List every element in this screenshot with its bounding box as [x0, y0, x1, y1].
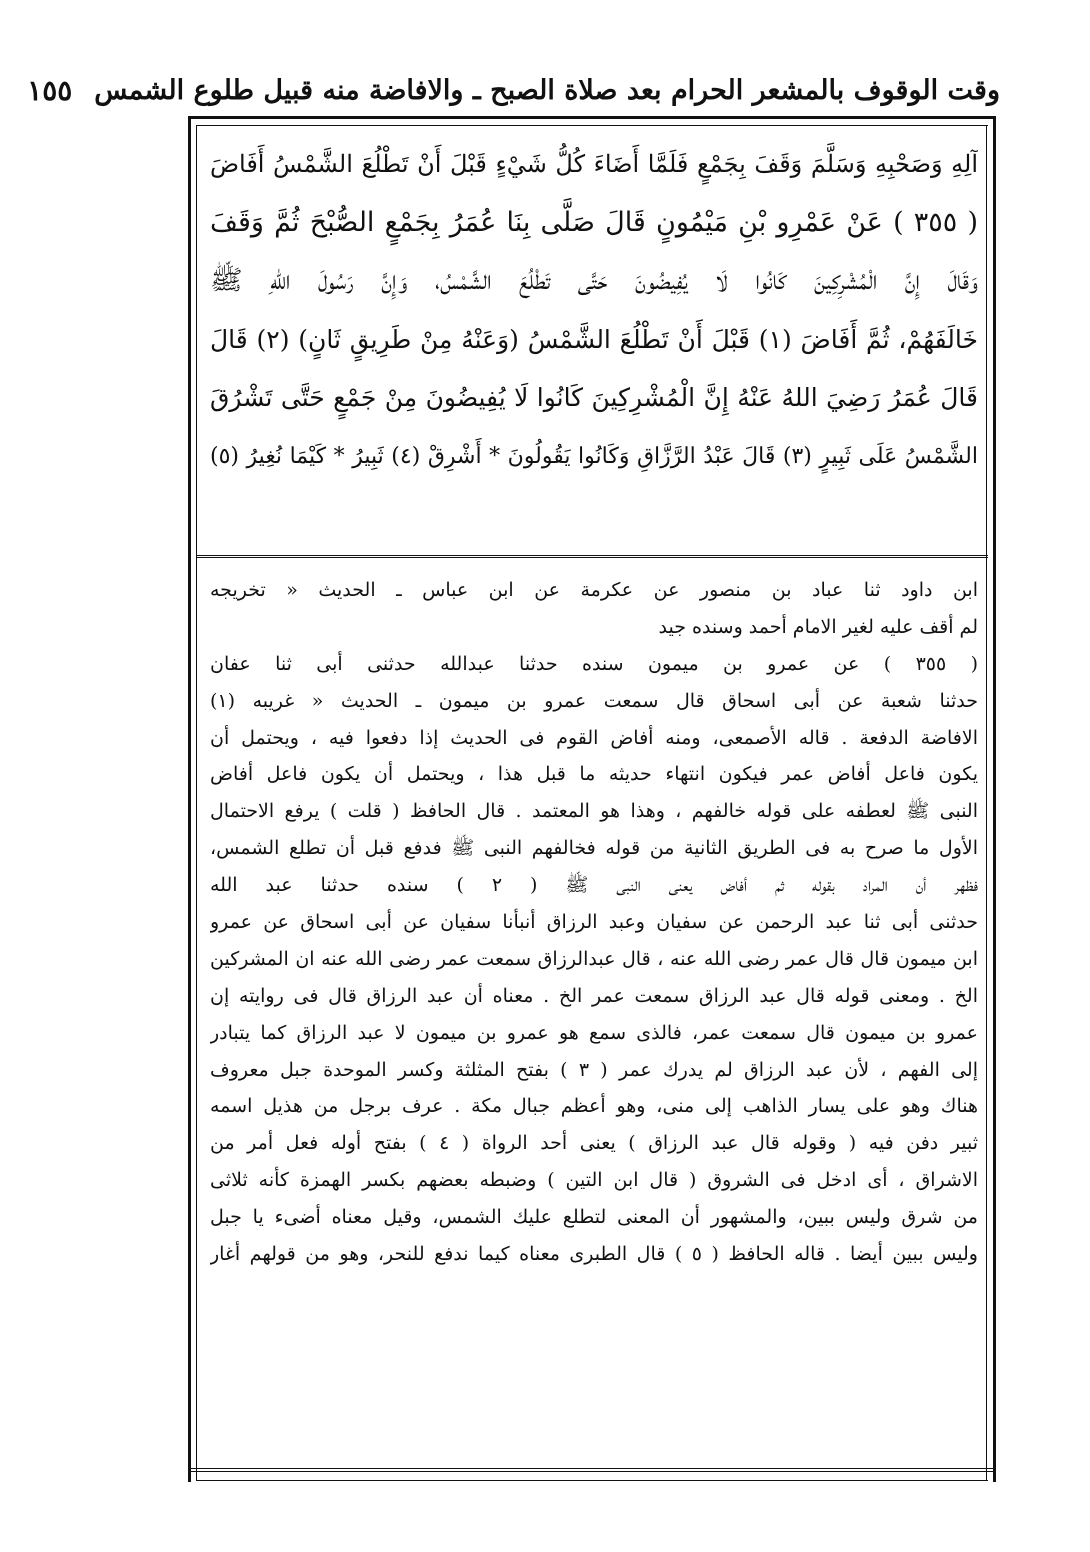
commentary-line: الخ . ومعنى قوله قال عبد الرزاق سمعت عمر الخ . معناه أن عبد الرزاق قال فى روايته إن — [210, 984, 978, 1007]
commentary-line: حدثنى أبى ثنا عبد الرحمن عن سفيان وعبد الرزاق أنبأنا سفيان عن أبى اسحاق عن عمرو — [210, 911, 978, 934]
hadith-text — [210, 135, 978, 486]
commentary-line: وليس ببين أيضا . قاله الحافظ ( ٥ ) قال الطبرى معناه كيما ندفع للنحر، وهو من قولهم أغار — [210, 1243, 978, 1266]
hadith-line: الشَّمْسُ عَلَى ثَبِيرٍ (٣) قَالَ عَبْدُ الرَّزَّاقِ وَكَانُوا يَقُولُونَ * أَشْرِقْ (٤) ثَبِيرُ * كَيْمَا نُغِيرُ (٥) — [210, 443, 978, 469]
commentary-line: ابن داود ثنا عباد بن منصور عن عكرمة عن ابن عباس ـ الحديث « تخريجه — [210, 579, 978, 601]
commentary-line: هناك وهو على يسار الذاهب إلى منى، وهو أعظم جبال مكة . عرف برجل من هذيل اسمه — [210, 1095, 978, 1118]
commentary-line: ( ٣٥٥ ) عن عمرو بن ميمون سنده حدثنا عبدالله حدثنى أبى ثنا عفان — [210, 652, 978, 675]
commentary-line: إلى الفهم ، لأن عبد الرزاق لم يدرك عمر ( ٣ ) بفتح المثلثة وكسر الموحدة جبل معروف — [210, 1058, 978, 1081]
frame-inner-right — [986, 125, 987, 1480]
commentary-line: يكون فاعل أفاض عمر فيكون انتهاء حديثه ما قبل هذا ، ويحتمل أن يكون فاعل أفاض — [210, 763, 978, 786]
hadith-line: قَالَ عُمَرُ رَضِيَ اللهُ عَنْهُ إِنَّ الْمُشْرِكِينَ كَانُوا لَا يُفِيضُونَ مِنْ جَمْعٍ حَتَّى تَشْرُقَ — [210, 383, 978, 412]
hadith-line: ( ٣٥٥ ) عَنْ عَمْرِو بْنِ مَيْمُونٍ قَالَ صَلَّى بِنَا عُمَرُ بِجَمْعٍ الصُّبْحَ ثُمَّ وَقَفَ — [210, 206, 978, 238]
commentary-line: الاشراق ، أى ادخل فى الشروق ( قال ابن التين ) وضبطه بعضهم بكسر الهمزة كأنه ثلاثى — [210, 1169, 978, 1192]
commentary-text — [210, 572, 978, 1273]
page-number: ١٥٥ — [27, 73, 73, 107]
commentary-line: النبى ﷺ لعطفه على قوله خالفهم ، وهذا هو المعتمد . قال الحافظ ( قلت ) يرفع الاحتمال — [210, 800, 978, 823]
commentary-line: الأول ما صرح به فى الطريق الثانية من قوله فخالفهم النبى ﷺ فدفع قبل أن تطلع الشمس، — [210, 837, 978, 860]
commentary-line: الافاضة الدفعة . قاله الأصمعى، ومنه أفاض القوم فى الحديث إذا دفعوا فيه ، ويحتمل أن — [210, 726, 978, 749]
commentary-line: من شرق وليس ببين، والمشهور أن المعنى لتطلع عليك الشمس، وقيل معناه أضىء يا جبل — [210, 1206, 978, 1229]
bottom-rule-inner — [196, 1480, 988, 1481]
hadith-line: خَالَفَهُمْ، ثُمَّ أَفَاضَ (١) قَبْلَ أَنْ تَطْلُعَ الشَّمْسُ (وَعَنْهُ مِنْ طَرِيقٍ ثَانٍ) (٢) قَالَ — [210, 324, 978, 354]
bottom-rule — [188, 1468, 996, 1472]
hadith-line: وَقَالَ إِنَّ الْمُشْرِكِينَ كَانُوا لَا يُفِيضُونَ حَتَّى تَطْلُعَ الشَّمْسُ، وَإِنَّ رَسُولَ اللهِ ﷺ — [210, 265, 978, 296]
frame-inner-left — [196, 125, 197, 1480]
commentary-line: لم أقف عليه لغير الامام أحمد وسنده جيد — [658, 615, 978, 638]
header-title: وقت الوقوف بالمشعر الحرام بعد صلاة الصبح ـ والافاضة منه قبيل طلوع الشمس — [94, 74, 1000, 106]
commentary-line: حدثنا شعبة عن أبى اسحاق قال سمعت عمرو بن ميمون ـ الحديث « غريبه (١) — [210, 689, 978, 712]
hadith-line: آلِهِ وَصَحْبِهِ وَسَلَّمَ وَقَفَ بِجَمْعٍ فَلَمَّا أَضَاءَ كُلُّ شَيْءٍ قَبْلَ أَنْ تَطْلُعَ الشَّمْسُ أَفَاضَ — [210, 150, 978, 178]
commentary-line: عمرو بن ميمون قال سمعت عمر، فالذى سمع هو عمرو بن ميمون لا عبد الرزاق كما يتبادر — [210, 1021, 978, 1044]
commentary-line: فظهر أن المراد بقوله ثم أفاض يعنى النبى ﷺ ( ٢ ) سنده حدثنا عبد الله — [210, 874, 978, 897]
commentary-line: ثبير دفن فيه ( وقوله قال عبد الرزاق ) يعنى أحد الرواة ( ٤ ) بفتح أوله فعل أمر من — [210, 1132, 978, 1155]
section-divider — [196, 555, 988, 558]
commentary-line: ابن ميمون قال قال عمر رضى الله عنه ، قال عبدالرزاق سمعت عمر رضى الله عنه ان المشركين — [210, 947, 978, 970]
running-header — [27, 62, 1000, 118]
